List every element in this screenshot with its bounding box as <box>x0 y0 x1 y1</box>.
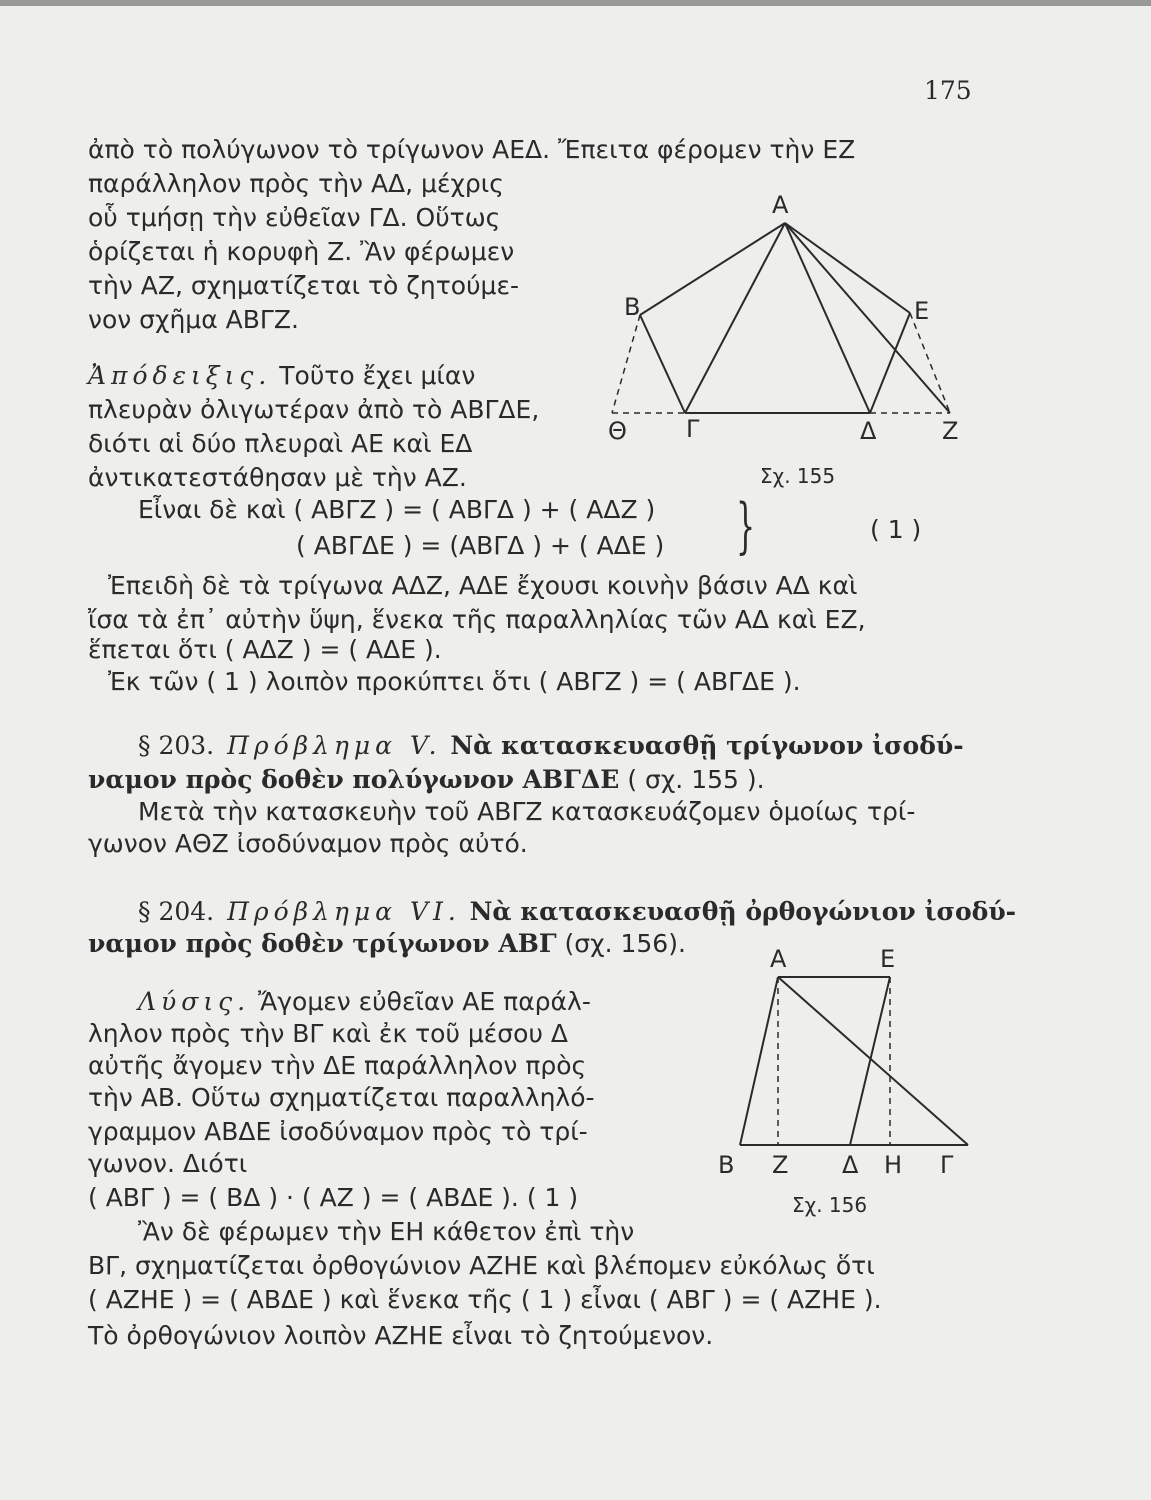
text-line: Τὸ ὀρθογώνιον λοιπὸν ΑΖΗΕ εἶναι τὸ ζητούμενον. <box>88 1321 714 1350</box>
problem-statement: Νὰ κατασκευασθῇ ὀρθογώνιον ἰσοδύ- <box>460 897 1017 926</box>
problem-label: Πρόβλημα VI. <box>214 897 461 926</box>
side-AB <box>740 977 778 1145</box>
label-A: Α <box>770 945 787 973</box>
diagonal-AD <box>785 223 870 413</box>
text-line: ἀπὸ τὸ πολύγωνον τὸ τρίγωνον ΑΕΔ. Ἔπειτα φέρομεν τὴν ΕΖ <box>88 135 856 164</box>
text-line: διότι αἱ δύο πλευραὶ ΑΕ καὶ ΕΔ <box>88 429 473 458</box>
dashed-EZ <box>910 313 950 413</box>
proof-line <box>88 360 475 392</box>
text-span: (σχ. 156). <box>556 929 686 958</box>
text-span: ( σχ. 155 ). <box>619 765 765 794</box>
text-span: Τοῦτο ἔχει μίαν <box>271 361 476 390</box>
text-line: αὐτῆς ἄγομεν τὴν ΔΕ παράλληλον πρὸς <box>88 1051 587 1080</box>
text-line: οὗ τμήσῃ τὴν εὐθεῖαν ΓΔ. Οὕτως <box>88 203 501 232</box>
text-line <box>88 928 686 960</box>
text-line: Ἂν δὲ φέρωμεν τὴν ΕΗ κάθετον ἐπὶ τὴν <box>138 1217 635 1246</box>
text-line: ὁρίζεται ἡ κορυφὴ Ζ. Ἂν φέρωμεν <box>88 237 515 266</box>
text-line: τὴν ΑΖ, σχηματίζεται τὸ ζητούμε- <box>88 271 519 300</box>
equation-line: ( ΑΒΓΔΕ ) = (ΑΒΓΔ ) + ( ΑΔΕ ) <box>296 531 665 560</box>
diagonal-AG <box>685 223 785 413</box>
text-line: γραμμον ΑΒΔΕ ἰσοδύναμον πρὸς τὸ τρί- <box>88 1117 588 1146</box>
dashed-BTH <box>612 315 640 413</box>
text-line: ( ΑΖΗΕ ) = ( ΑΒΔΕ ) καὶ ἕνεκα τῆς ( 1 ) εἶναι ( ΑΒΓ ) = ( ΑΖΗΕ ). <box>88 1285 882 1314</box>
text-line: Ἐκ τῶν ( 1 ) λοιπὸν προκύπτει ὅτι ( ΑΒΓΖ ) = ( ΑΒΓΔΕ ). <box>108 667 801 696</box>
solution-label: Λύσις. <box>138 987 251 1016</box>
section-203-heading <box>138 730 964 762</box>
page-number: 175 <box>924 76 972 105</box>
label-A: Α <box>772 191 789 219</box>
side-AG <box>778 977 968 1145</box>
text-line: ἀντικατεστάθησαν μὲ τὴν ΑΖ. <box>88 463 467 492</box>
equation-ref: ( 1 ) <box>870 515 922 544</box>
text-line: παράλληλον πρὸς τὴν ΑΔ, μέχρις <box>88 169 504 198</box>
side-BG <box>640 315 685 413</box>
equation-line: Εἶναι δὲ καὶ ( ΑΒΓΖ ) = ( ΑΒΓΔ ) + ( ΑΔΖ ) <box>138 495 656 524</box>
section-number: § 204. <box>138 897 215 926</box>
label-E: Ε <box>880 945 896 973</box>
text-span: Ἄγομεν εὐθεῖαν ΑΕ παράλ- <box>250 987 591 1016</box>
text-line: Μετὰ τὴν κατασκευὴν τοῦ ΑΒΓΖ κατασκευάζομεν ὁμοίως τρί- <box>138 797 916 826</box>
figure-caption: Σχ. 155 <box>760 464 836 488</box>
label-D: Δ <box>860 417 877 445</box>
problem-label: Πρόβλημα V. <box>214 731 442 760</box>
label-E: Ε <box>914 297 930 325</box>
text-line: νον σχῆμα ΑΒΓΖ. <box>88 305 299 334</box>
label-Z: Ζ <box>942 417 959 445</box>
problem-statement: ναμον πρὸς δοθὲν πολύγωνον ΑΒΓΔΕ <box>88 765 620 794</box>
text-line: γωνον ΑΘΖ ἰσοδύναμον πρὸς αὐτό. <box>88 829 528 858</box>
label-TH: Θ <box>608 417 627 445</box>
text-line: πλευρὰν ὀλιγωτέραν ἀπὸ τὸ ΑΒΓΔΕ, <box>88 395 540 424</box>
text-line: ἕπεται ὅτι ( ΑΔΖ ) = ( ΑΔΕ ). <box>88 635 442 664</box>
figure-155 <box>590 185 990 495</box>
label-D: Δ <box>842 1151 859 1179</box>
problem-statement: Νὰ κατασκευασθῇ τρίγωνον ἰσοδύ- <box>441 731 964 760</box>
section-number: § 203. <box>138 731 215 760</box>
solution-line <box>138 986 591 1018</box>
side-AE <box>785 223 910 313</box>
side-AB <box>640 223 785 315</box>
text-line: γωνον. Διότι <box>88 1149 248 1178</box>
text-line: ΒΓ, σχηματίζεται ὀρθογώνιον ΑΖΗΕ καὶ βλέπομεν εὐκόλως ὅτι <box>88 1251 875 1280</box>
text-line <box>88 764 765 796</box>
text-line: τὴν ΑΒ. Οὕτω σχηματίζεται παραλληλό- <box>88 1083 595 1112</box>
label-H: Η <box>884 1151 903 1179</box>
text-line: ἴσα τὰ ἐπ᾽ αὐτὴν ὕψη, ἕνεκα τῆς παραλληλίας τῶν ΑΔ καὶ ΕΖ, <box>88 605 866 634</box>
label-G: Γ <box>686 415 700 443</box>
problem-statement: ναμον πρὸς δοθὲν τρίγωνον ΑΒΓ <box>88 929 557 958</box>
curly-brace: } <box>736 491 756 561</box>
section-204-heading <box>138 896 1016 928</box>
label-G: Γ <box>940 1151 954 1179</box>
text-line: Ἐπειδὴ δὲ τὰ τρίγωνα ΑΔΖ, ΑΔΕ ἔχουσι κοινὴν βάσιν ΑΔ καὶ <box>108 571 858 600</box>
label-Z: Ζ <box>772 1151 789 1179</box>
line-ED <box>850 977 890 1145</box>
label-B: Β <box>718 1151 735 1179</box>
text-line: ληλον πρὸς τὴν ΒΓ καὶ ἐκ τοῦ μέσου Δ <box>88 1019 568 1048</box>
scan-top-edge <box>0 0 1151 6</box>
equation-line: ( ΑΒΓ ) = ( ΒΔ ) · ( ΑΖ ) = ( ΑΒΔΕ ). ( 1 ) <box>88 1183 579 1212</box>
figure-caption: Σχ. 156 <box>792 1193 868 1217</box>
label-B: Β <box>624 293 641 321</box>
figure-156 <box>700 935 980 1230</box>
proof-label: Ἀπόδειξις. <box>88 361 272 390</box>
